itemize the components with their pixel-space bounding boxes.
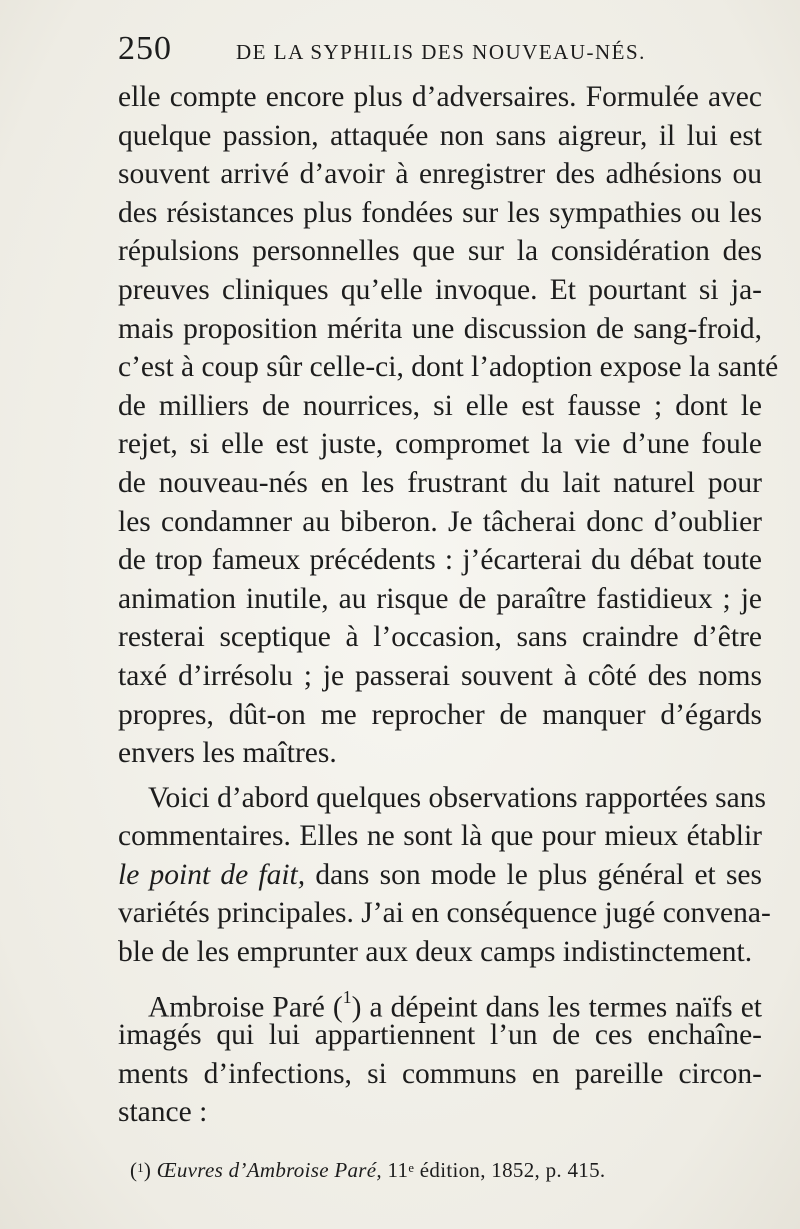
text-line: répulsions personnelles que sur la considération des <box>118 235 762 268</box>
footnote-title: Œuvres d’Ambroise Paré, <box>156 1158 382 1182</box>
footnote <box>130 1158 750 1183</box>
text-line: mais proposition mérita une discussion de sang-froid, <box>118 312 762 345</box>
footnote-edition-number: 11 <box>381 1158 409 1182</box>
text-line: Voici d’abord quelques observations rapportées sans <box>148 781 766 814</box>
footnote-edition-suffix: e <box>408 1160 415 1175</box>
text-line: imagés qui lui appartiennent l’un de ces enchaîne- <box>118 1019 762 1052</box>
footnote-marker-number: 1 <box>137 1160 144 1175</box>
text-line: de milliers de nourrices, si elle est fausse ; dont le <box>118 389 762 422</box>
text-line: envers les maîtres. <box>118 737 337 770</box>
text-line: resterai sceptique à l’occasion, sans craindre d’être <box>118 621 762 654</box>
footnote-text: édition, 1852, p. 415. <box>414 1158 606 1182</box>
text-line: c’est à coup sûr celle-ci, dont l’adoption expose la santé <box>118 351 779 384</box>
text-line <box>118 856 762 895</box>
text-line: propres, dût-on me reprocher de manquer d’égards <box>118 698 762 731</box>
paragraph-3 <box>118 978 762 1132</box>
text-line: elle compte encore plus d’adversaires. Formulée avec <box>118 81 762 113</box>
text-line: les condamner au biberon. Je tâcherai donc d’oublier <box>118 505 762 538</box>
text-line: commentaires. Elles ne sont là que pour mieux établir <box>118 820 762 853</box>
text-line: stance : <box>118 1096 208 1129</box>
text-line: ments d’infections, si communs en pareille circon- <box>118 1057 762 1090</box>
text-line: rejet, si elle est juste, compromet la vie d’une foule <box>118 428 762 461</box>
footnote-marker-open: ( <box>130 1158 138 1182</box>
text-line: taxé d’irrésolu ; je passerai souvent à côté des noms <box>118 659 762 692</box>
text-line: de nouveau-nés en les frustrant du lait naturel pour <box>118 466 762 499</box>
paragraph-2 <box>118 779 771 972</box>
italic-phrase: le point de fait, <box>118 858 306 891</box>
text-line: quelque passion, attaquée non sans aigreur, il lui est <box>118 119 762 152</box>
running-title: DE LA SYPHILIS DES NOUVEAU-NÉS. <box>236 40 646 64</box>
footnote-marker-close: ) <box>143 1158 157 1182</box>
text-line: preuves cliniques qu’elle invoque. Et pourtant si ja- <box>118 273 762 306</box>
text-fragment: ) a dépeint dans les termes naïfs et <box>351 991 762 1024</box>
page-number: 250 <box>118 30 172 67</box>
body-text <box>118 78 779 1132</box>
text-fragment: Ambroise Paré ( <box>148 991 343 1024</box>
text-line <box>118 978 762 1024</box>
text-fragment: dans son mode le plus général et ses <box>305 858 762 891</box>
text-line: des résistances plus fondées sur les sympathies ou les <box>118 196 762 229</box>
footnote-reference: 1 <box>342 986 352 1007</box>
text-line: animation inutile, au risque de paraître fastidieux ; je <box>118 582 762 615</box>
text-line: souvent arrivé d’avoir à enregistrer des adhésions ou <box>118 158 762 191</box>
text-line: de trop fameux précédents : j’écarterai du débat toute <box>118 544 762 577</box>
paragraph-1 <box>118 78 779 773</box>
text-line: variétés principales. J’ai en conséquence jugé convena- <box>118 897 771 930</box>
page-header <box>118 30 758 70</box>
text-line: ble de les emprunter aux deux camps indistinctement. <box>118 936 753 969</box>
